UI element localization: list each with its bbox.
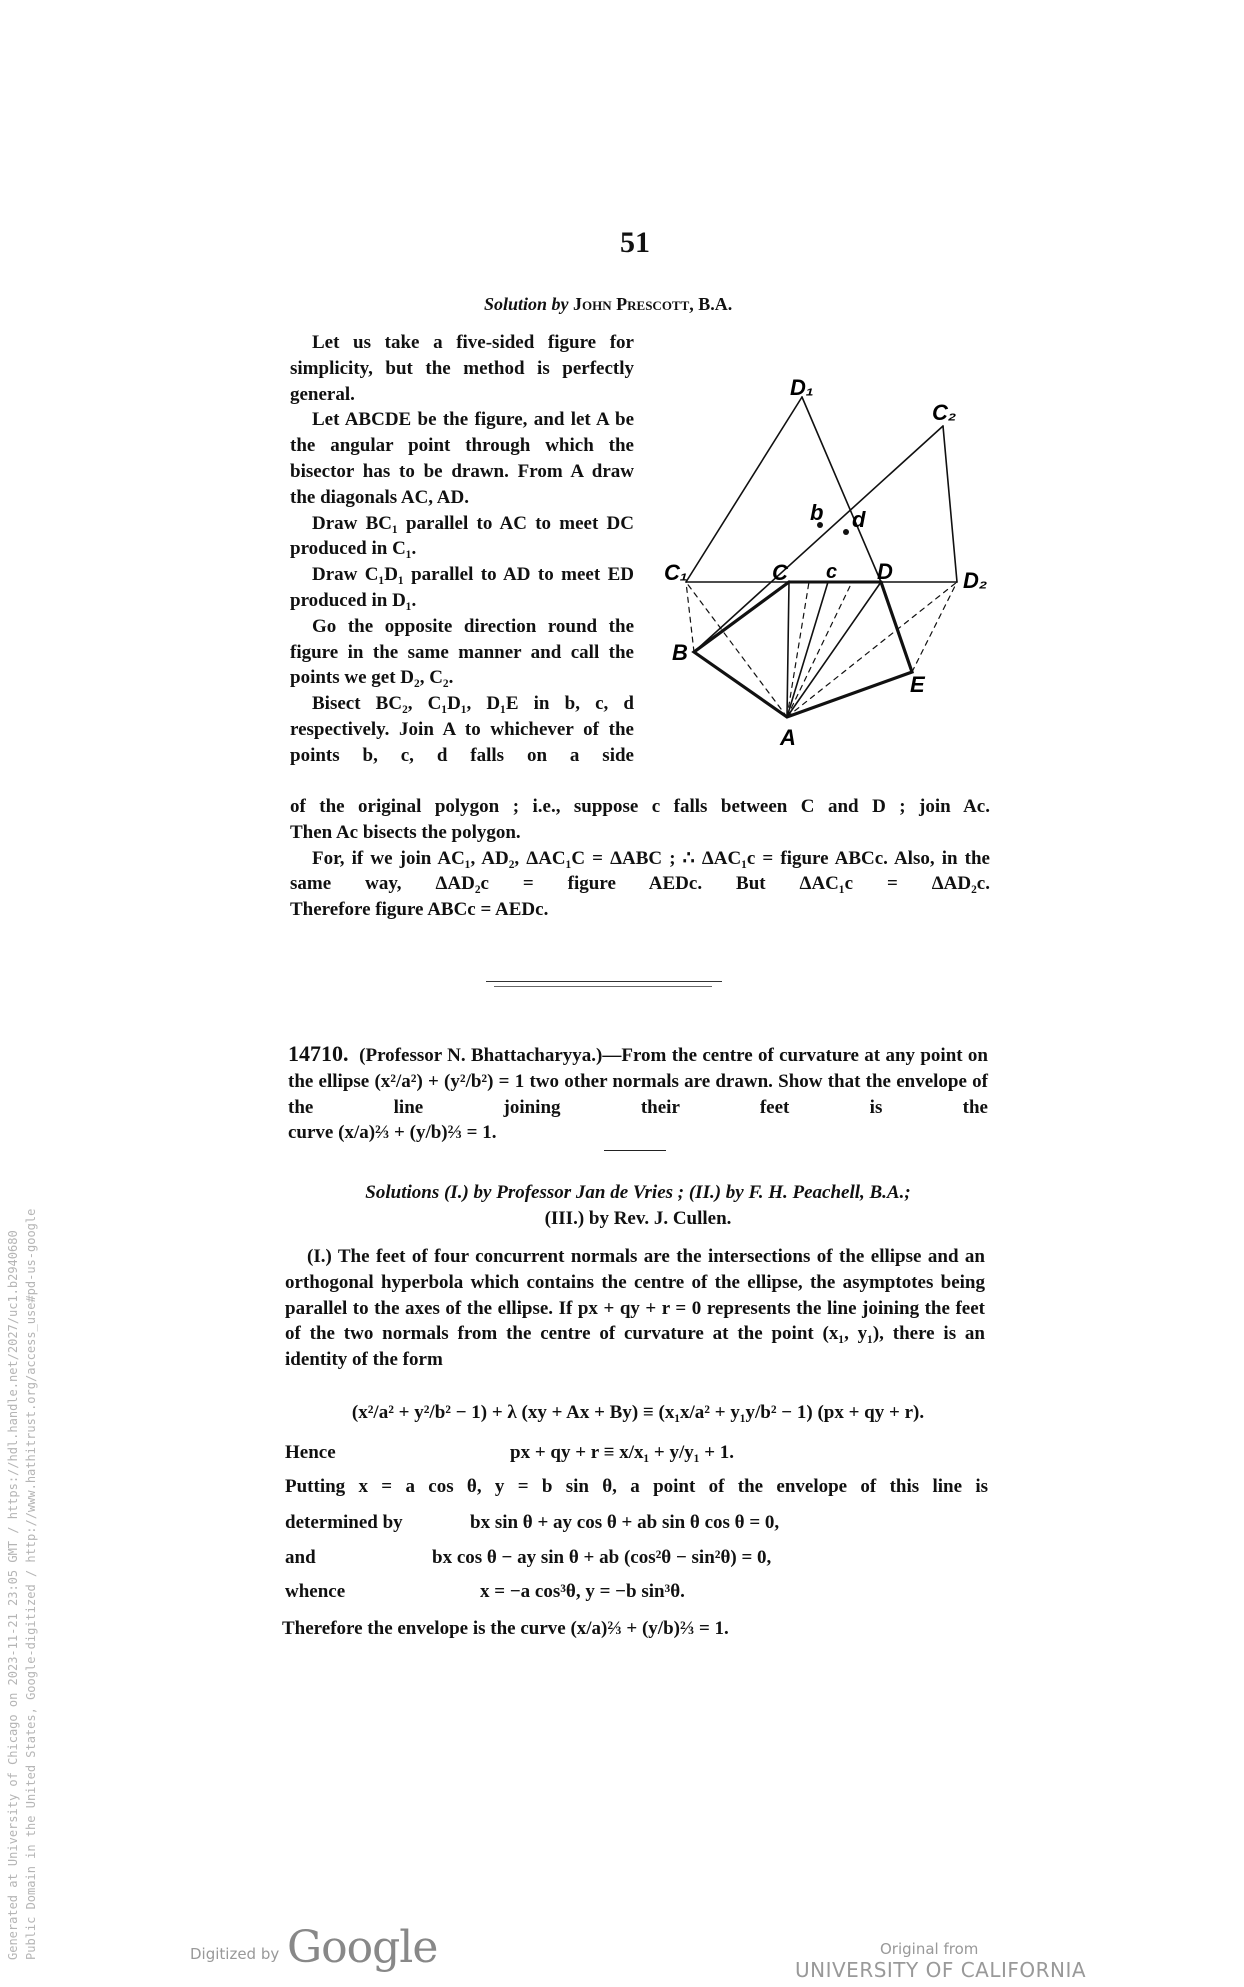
dash-ad2 — [787, 582, 957, 717]
short-rule — [604, 1150, 666, 1151]
label-bb: B — [672, 640, 688, 665]
byline-author: John Prescott — [573, 294, 690, 314]
section-divider — [486, 981, 722, 982]
line-d1-d — [802, 397, 881, 582]
line-c2-d2 — [943, 426, 957, 582]
label-dd: D — [877, 559, 893, 584]
whence-label: whence — [285, 1581, 346, 1602]
diag-ac — [787, 582, 789, 717]
label-d1: D₁ — [790, 375, 814, 400]
dash-a-mid — [787, 582, 809, 717]
para-6a: Bisect BC₂, C₁D₁, D₁E in b, c, d respectively. Join A to whichever of the points b, c, d falls on a side — [290, 693, 634, 766]
identity-formula: (x²/a² + y²/b² − 1) + λ (xy + Ax + By) ≡ (x₁x/a² + y₁y/b² − 1) (px + qy + r). — [351, 1402, 925, 1423]
problem-text: (Professor N. Bhattacharyya.)—From the centre of curvature at any point on the ellipse (x²/a²) + (y²/b²) = 1 two other normals are drawn. Show that the envelope of the line joining their feet is the — [288, 1045, 988, 1118]
solution-text-wide — [290, 794, 990, 923]
original-from-label: Original from — [880, 1940, 979, 1958]
and-equation: bx cos θ − ay sin θ + ab (cos²θ − sin²θ) = 0, — [432, 1547, 772, 1568]
label-c-small: c — [826, 561, 838, 583]
solution-byline — [484, 294, 732, 315]
line-b-c2 — [694, 426, 943, 652]
therefore-line: Therefore the envelope is the curve (x/a)⅔ + (y/b)⅔ = 1. — [282, 1618, 729, 1639]
line-c1-d1 — [686, 397, 802, 582]
and-label: and — [285, 1547, 316, 1568]
label-a: A — [780, 725, 796, 750]
watermark-line-2: Public Domain in the United States, Google-digitized / http://www.hathitrust.org/access_use#pd-us-google — [24, 1208, 38, 1960]
digitized-by-label: Digitized by — [190, 1945, 280, 1963]
para-6c: Then Ac bisects the polygon. — [290, 821, 521, 843]
solution-2-para: (I.) The feet of four concurrent normals are the intersections of the ellipse and an orthogonal hyperbola which contains the centre of the ellipse, the asymptotes being parallel to the axes of the ellipse. If px + qy + r = 0 represents the line joining the feet of the two normals from the centre of curvature at the point (x₁, y₁), there is an identity of the form — [285, 1246, 985, 1371]
label-d2: D₂ — [963, 568, 988, 593]
dash-ac1 — [686, 582, 787, 717]
dash-ed2 — [912, 582, 957, 672]
para-7: For, if we join AC₁, AD₂, ΔAC₁C = ΔABC ; ∴ ΔAC₁c = figure ABCc. Also, in the same way, ΔAD₂c = figure AEDc. But ΔAC₁c = ΔAD₂c. — [290, 847, 990, 895]
para-6b: of the original polygon ; i.e., suppose c falls between C and D ; join Ac. — [290, 796, 990, 817]
para-5: Go the opposite direction round the figure in the same manner and call the points we get D₂, C₂. — [290, 615, 634, 689]
problem-text-end: curve (x/a)⅔ + (y/b)⅔ = 1. — [288, 1122, 497, 1144]
solution-text-narrow — [290, 330, 634, 769]
watermark-line-1: Generated at University of Chicago on 2023-11-21 23:05 GMT / https://hdl.handle.net/2027/uc1.b2940680 — [6, 1230, 20, 1960]
byline-prefix: Solution by — [484, 294, 569, 314]
solutions-line-1: Solutions (I.) by Professor Jan de Vries ; (II.) by F. H. Peachell, B.A.; — [365, 1182, 911, 1203]
para-3: Draw BC₁ parallel to AC to meet DC produced in C₁. — [290, 512, 634, 560]
problem-14710 — [288, 1041, 988, 1146]
geometry-figure — [660, 370, 1000, 750]
diag-ad — [787, 582, 881, 717]
para-7-last: Therefore figure ABCc = AEDc. — [290, 899, 549, 921]
hathitrust-watermark — [4, 1209, 40, 1960]
polygon-abcde — [694, 582, 912, 717]
university-label: UNIVERSITY OF CALIFORNIA — [795, 1958, 1087, 1982]
label-e: E — [910, 672, 925, 697]
hence-label: Hence — [285, 1442, 336, 1463]
problem-number: 14710. — [288, 1041, 349, 1066]
para-2: Let ABCDE be the figure, and let A be the angular point through which the bisector has to be drawn. From A draw the diagonals AC, AD. — [290, 409, 634, 508]
google-logo: Google — [287, 1922, 438, 1973]
label-d: d — [852, 507, 866, 532]
label-b: b — [810, 500, 824, 525]
solution-2-body — [285, 1244, 985, 1373]
label-c1: C₁ — [664, 560, 688, 585]
whence-equation: x = −a cos³θ, y = −b sin³θ. — [480, 1581, 685, 1602]
determined-label: determined by — [285, 1512, 403, 1533]
putting-line: Putting x = a cos θ, y = b sin θ, a point of the envelope of this line is — [285, 1476, 988, 1497]
section-divider-inner — [494, 986, 712, 987]
determined-equation: bx sin θ + ay cos θ + ab sin θ cos θ = 0, — [470, 1512, 780, 1533]
solutions-header — [288, 1180, 988, 1232]
para-4: Draw C₁D₁ parallel to AD to meet ED produced in D₁. — [290, 564, 634, 611]
label-c2: C₂ — [932, 400, 957, 425]
solutions-line-2: (III.) by Rev. J. Cullen. — [544, 1207, 732, 1229]
point-d — [843, 529, 849, 535]
para-1: Let us take a five-sided figure for simplicity, but the method is perfectly general. — [290, 332, 634, 405]
hence-equation: px + qy + r ≡ x/x₁ + y/y₁ + 1. — [510, 1442, 735, 1463]
bisector-ac — [787, 582, 828, 717]
page-number: 51 — [620, 226, 650, 259]
byline-degree: , B.A. — [689, 294, 733, 314]
label-c: C — [772, 560, 788, 585]
